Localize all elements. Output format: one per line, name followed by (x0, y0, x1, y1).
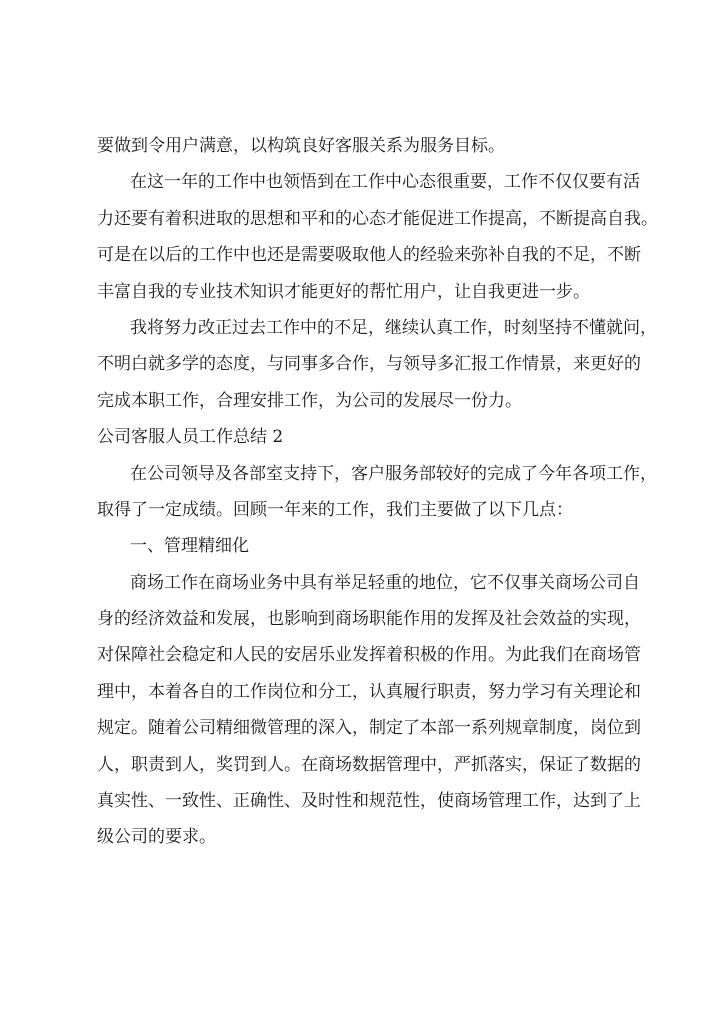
subheading-line: 一、管理精细化 (130, 536, 249, 557)
paragraph-line: 规定。随着公司精细微管理的深入，制定了本部一系列规章制度，岗位到 (97, 718, 641, 739)
paragraph-line: 理中，本着各自的工作岗位和分工，认真履行职责，努力学习有关理论和 (97, 681, 641, 702)
paragraph-line: 不明白就多学的态度，与同事多合作，与领导多汇报工作情景，来更好的 (97, 354, 641, 375)
paragraph-line: 级公司的要求。 (97, 827, 216, 848)
paragraph-line: 对保障社会稳定和人民的安居乐业发挥着积极的作用。为此我们在商场管 (97, 645, 641, 666)
paragraph-line: 在公司领导及各部室支持下，客户服务部较好的完成了今年各项工作， (130, 463, 657, 484)
paragraph-line: 身的经济效益和发展，也影响到商场职能作用的发挥及社会效益的实现， (97, 609, 641, 630)
section-heading: 公司客服人员工作总结 2 (97, 427, 284, 448)
paragraph-line: 真实性、一致性、正确性、及时性和规范性，使商场管理工作，达到了上 (97, 791, 641, 812)
paragraph-line: 可是在以后的工作中也还是需要吸取他人的经验来弥补自我的不足，不断 (97, 245, 641, 266)
paragraph-line: 丰富自我的专业技术知识才能更好的帮忙用户，让自我更进一步。 (97, 281, 590, 302)
document-body (97, 128, 658, 856)
paragraph-line: 我将努力改正过去工作中的不足，继续认真工作，时刻坚持不懂就问， (130, 317, 657, 338)
paragraph-line: 人，职责到人，奖罚到人。在商场数据管理中，严抓落实，保证了数据的 (97, 754, 641, 775)
paragraph-line: 商场工作在商场业务中具有举足轻重的地位，它不仅事关商场公司自 (130, 572, 640, 593)
paragraph-line: 力还要有着积进取的思想和平和的心态才能促进工作提高，不断提高自我。 (97, 208, 658, 229)
paragraph-line: 要做到令用户满意，以构筑良好客服关系为服务目标。 (97, 136, 505, 156)
paragraph-line: 取得了一定成绩。回顾一年来的工作，我们主要做了以下几点： (97, 499, 573, 520)
paragraph-line: 完成本职工作，合理安排工作，为公司的发展尽一份力。 (97, 390, 522, 411)
paragraph-line: 在这一年的工作中也领悟到在工作中心态很重要，工作不仅仅要有活 (130, 172, 640, 193)
